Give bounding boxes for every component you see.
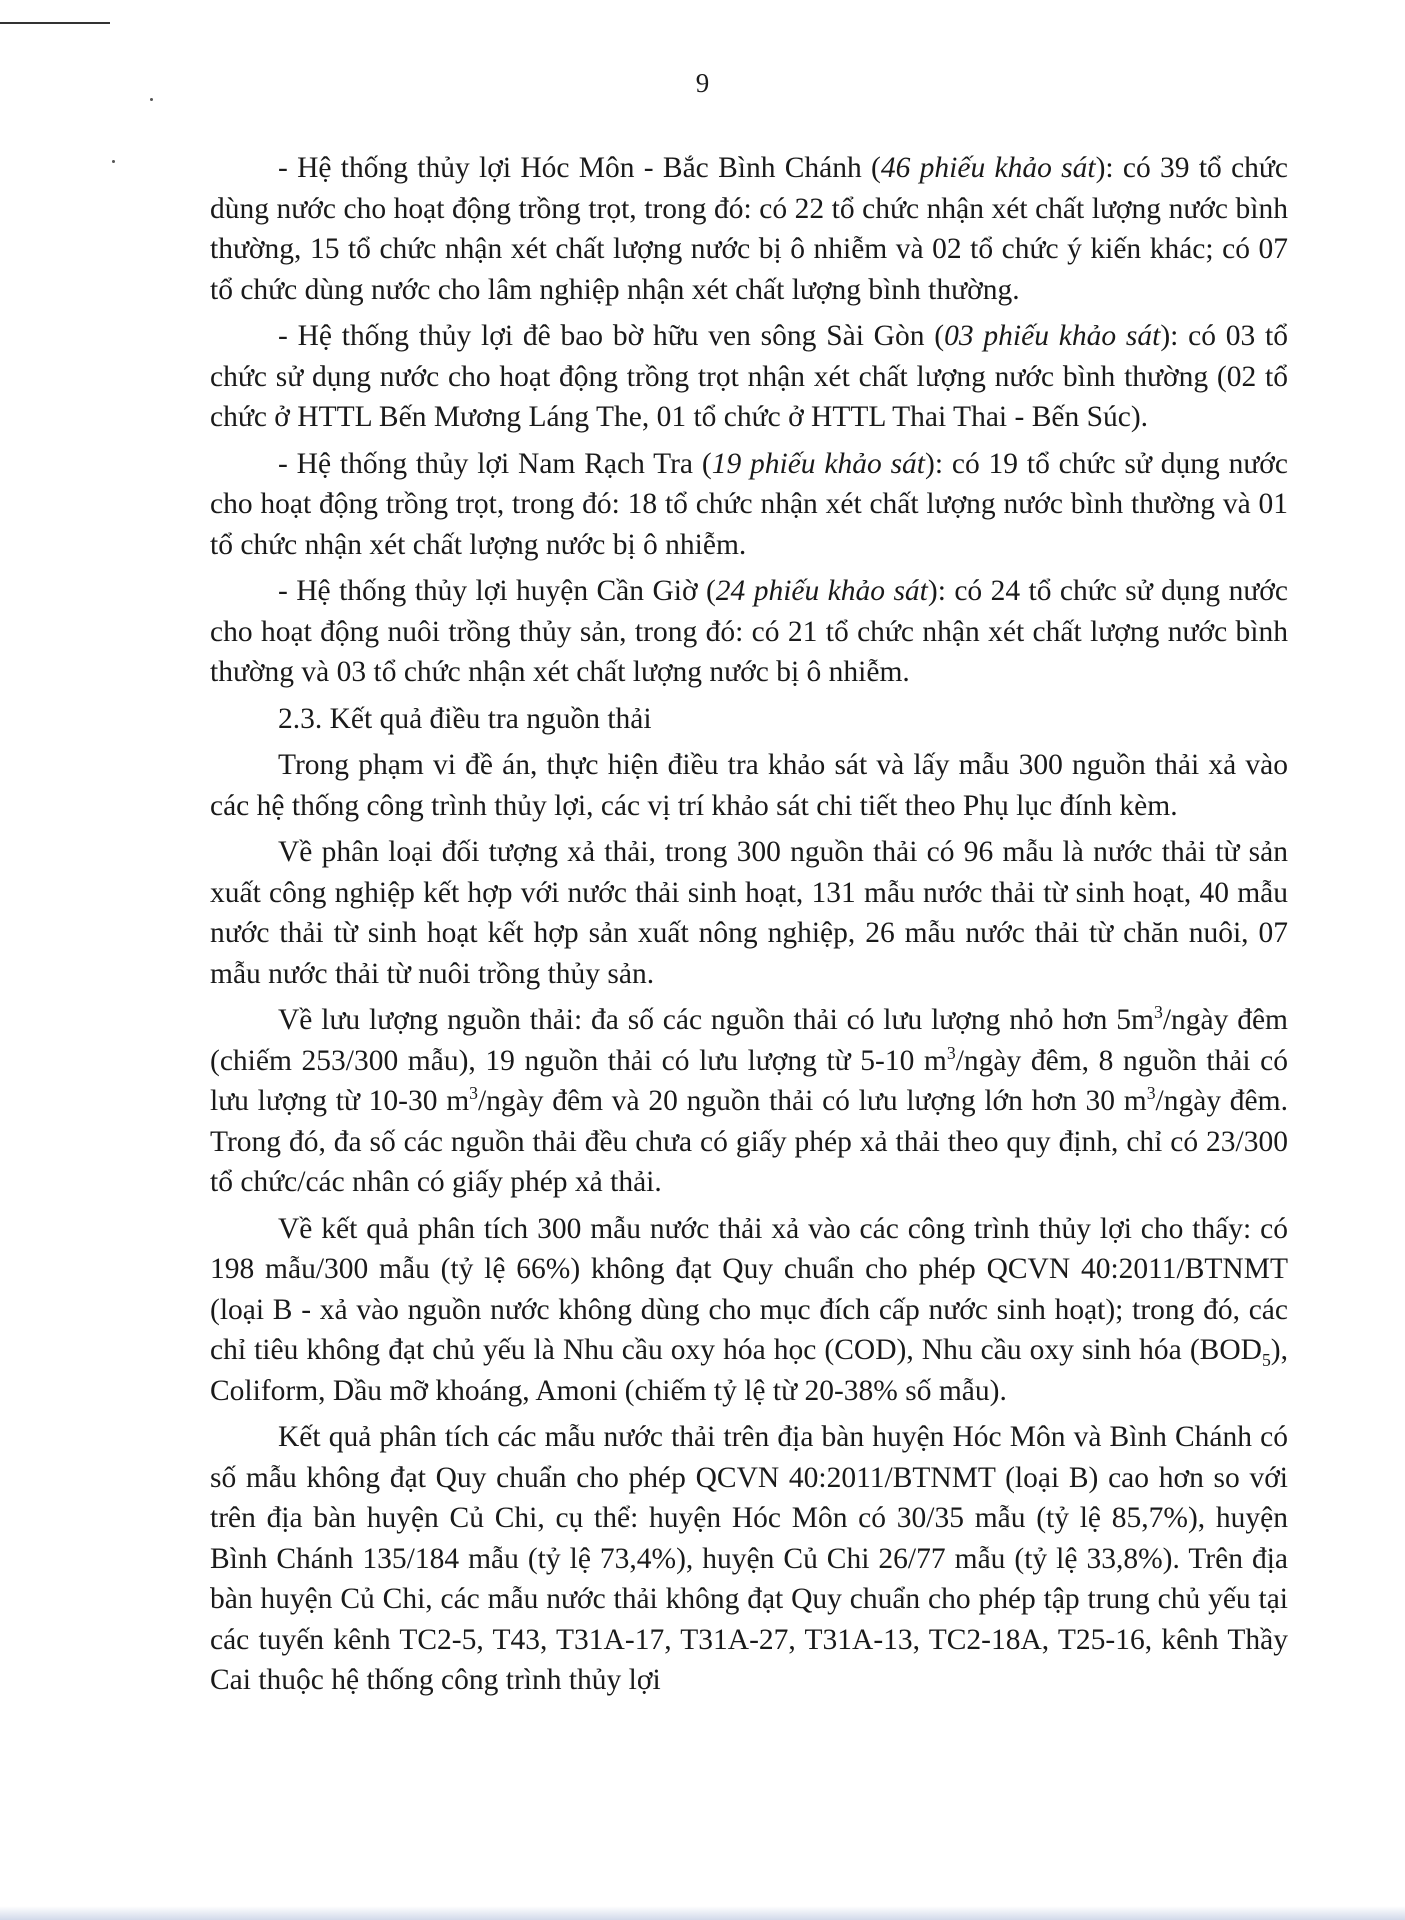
text-run: Trong phạm vi đề án, thực hiện điều tra khảo sát và lấy mẫu 300 nguồn thải xả vào các hệ thống công trình thủy lợi, các vị trí khảo sát chi tiết theo Phụ lục đính kèm.	[210, 749, 1288, 822]
text-run: - Hệ thống thủy lợi Hóc Môn - Bắc Bình Chánh (	[278, 152, 881, 184]
text-run: Về phân loại đối tượng xả thải, trong 300 nguồn thải có 96 mẫu là nước thải từ sản xuất công nghiệp kết hợp với nước thải sinh hoạt, 131 mẫu nước thải từ sinh hoạt, 40 mẫu nước thải từ sinh hoạt kết hợp sản xuất nông nghiệp, 26 mẫu nước thải từ chăn nuôi, 07 mẫu nước thải từ nuôi trồng thủy sản.	[210, 836, 1288, 990]
superscript: 3	[1153, 1002, 1163, 1023]
superscript: 3	[469, 1083, 478, 1104]
text-run: ): có 03 tổ chức sử dụng nước cho hoạt động trồng trọt nhận xét chất lượng nước bình thường (02 tổ chức ở HTTL Bến Mương Láng The, 01 tổ chức ở HTTL Thai Thai - Bến Súc).	[210, 320, 1289, 433]
text-run: ), Coliform, Dầu mỡ khoáng, Amoni (chiếm tỷ lệ từ 20-38% số mẫu).	[210, 1334, 1288, 1407]
superscript: 3	[946, 1042, 956, 1063]
text-run: ): có 19 tổ chức sử dụng nước cho hoạt động trồng trọt, trong đó: 18 tổ chức nhận xét chất lượng nước bình thường và 01 tổ chức nhận xét chất lượng nước bị ô nhiễm.	[210, 447, 1288, 561]
italic-text: 24 phiếu khảo sát	[715, 575, 928, 607]
paragraph	[210, 148, 1288, 310]
scan-speck	[112, 160, 115, 163]
superscript: 3	[1146, 1083, 1156, 1104]
italic-text: 03 phiếu khảo sát	[944, 320, 1161, 352]
text-run: ): có 39 tổ chức dùng nước cho hoạt động trồng trọt, trong đó: có 22 tổ chức nhận xét chất lượng nước bình thường, 15 tổ chức nhận xét chất lượng nước bị ô nhiễm và 02 tổ chức ý kiến khác; có 07 tổ chức dùng nước cho lâm nghiệp nhận xét chất lượng bình thường.	[210, 152, 1288, 306]
section-heading	[210, 699, 1288, 740]
text-run: 2.3. Kết quả điều tra nguồn thải	[278, 702, 652, 735]
paragraph	[210, 745, 1288, 826]
paragraph	[210, 444, 1288, 566]
document-body	[210, 148, 1288, 1707]
scan-edge-line	[0, 22, 110, 24]
paragraph	[210, 1209, 1288, 1412]
text-run: Về lưu lượng nguồn thải: đa số các nguồn thải có lưu lượng nhỏ hơn 5m	[278, 1004, 1154, 1036]
scan-bottom-edge	[0, 1906, 1405, 1920]
text-run: /ngày đêm và 20 nguồn thải có lưu lượng lớn hơn 30 m	[477, 1085, 1147, 1117]
italic-text: 46 phiếu khảo sát	[880, 152, 1096, 184]
text-run: /ngày đêm. Trong đó, đa số các nguồn thải đều chưa có giấy phép xả thải theo quy định, chỉ có 23/300 tổ chức/các nhân có giấy phép xả thải.	[210, 1085, 1288, 1198]
paragraph	[210, 1417, 1288, 1701]
text-run: ): có 24 tổ chức sử dụng nước cho hoạt động nuôi trồng thủy sản, trong đó: có 21 tổ chức nhận xét chất lượng nước bình thường và 03 tổ chức nhận xét chất lượng nước bị ô nhiễm.	[210, 575, 1288, 688]
text-run: /ngày đêm (chiếm 253/300 mẫu), 19 nguồn thải có lưu lượng từ 5-10 m	[210, 1004, 1288, 1077]
text-run: - Hệ thống thủy lợi Nam Rạch Tra (	[278, 447, 712, 480]
page-number: 9	[695, 68, 710, 98]
text-run: - Hệ thống thủy lợi huyện Cần Giờ (	[278, 575, 716, 607]
subscript: 5	[1261, 1349, 1271, 1370]
text-run: /ngày đêm, 8 nguồn thải có lưu lượng từ 10-30 m	[210, 1044, 1288, 1117]
paragraph	[210, 1000, 1288, 1203]
paragraph	[210, 832, 1288, 994]
italic-text: 19 phiếu khảo sát	[711, 447, 926, 480]
paragraph	[210, 571, 1288, 693]
text-run: - Hệ thống thủy lợi đê bao bờ hữu ven sông Sài Gòn (	[278, 320, 945, 352]
paragraph	[210, 316, 1288, 438]
text-run: Kết quả phân tích các mẫu nước thải trên địa bàn huyện Hóc Môn và Bình Chánh có số mẫu không đạt Quy chuẩn cho phép QCVN 40:2011/BTNMT (loại B) cao hơn so với trên địa bàn huyện Củ Chi, cụ thể: huyện Hóc Môn có 30/35 mẫu (tỷ lệ 85,7%), huyện Bình Chánh 135/184 mẫu (tỷ lệ 73,4%), huyện Củ Chi 26/77 mẫu (tỷ lệ 33,8%). Trên địa bàn huyện Củ Chi, các mẫu nước thải không đạt Quy chuẩn cho phép tập trung chủ yếu tại các tuyến kênh TC2-5, T43, T31A-17, T31A-27, T31A-13, TC2-18A, T25-16, kênh Thầy Cai thuộc hệ thống công trình thủy lợi	[210, 1421, 1288, 1696]
text-run: Về kết quả phân tích 300 mẫu nước thải xả vào các công trình thủy lợi cho thấy: có 198 mẫu/300 mẫu (tỷ lệ 66%) không đạt Quy chuẩn cho phép QCVN 40:2011/BTNMT (loại B - xả vào nguồn nước không dùng cho mục đích cấp nước sinh hoạt); trong đó, các chỉ tiêu không đạt chủ yếu là Nhu cầu oxy hóa học (COD), Nhu cầu oxy sinh hóa (BOD	[210, 1212, 1288, 1366]
